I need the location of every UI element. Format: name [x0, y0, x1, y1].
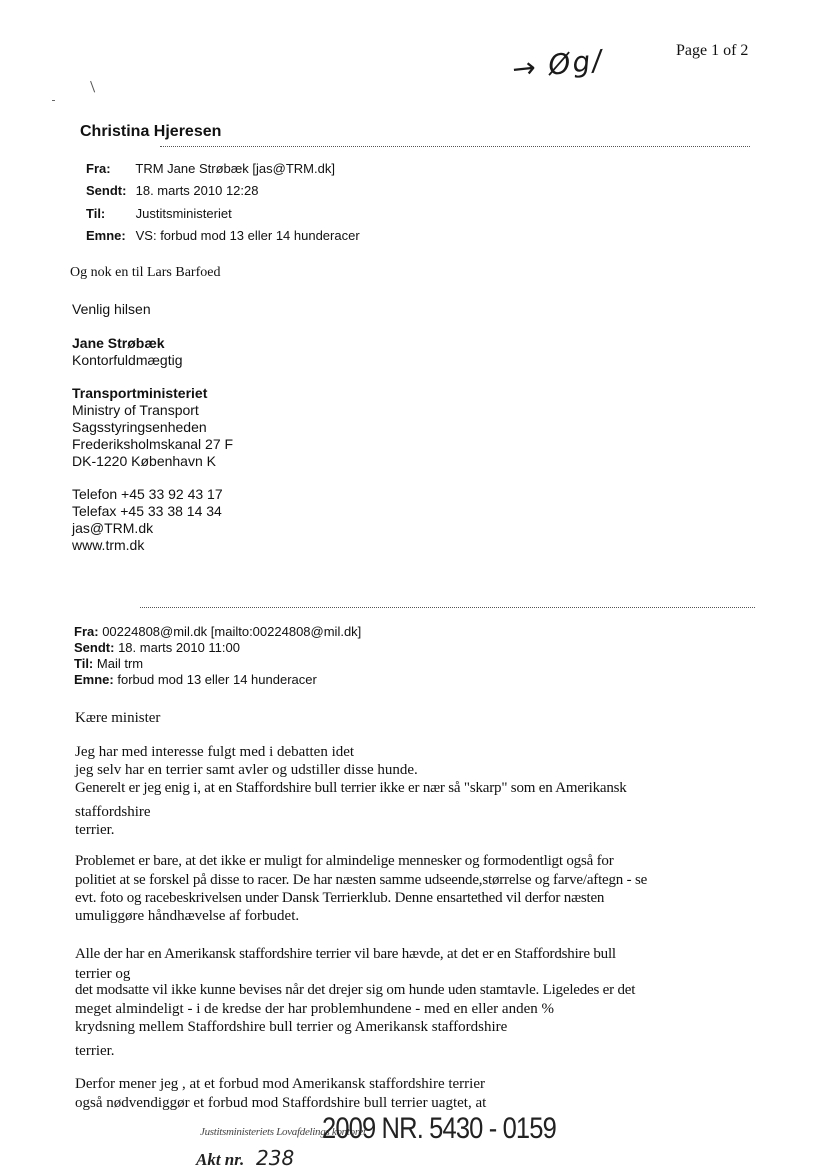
body-line: meget almindeligt - i de kredse der har problemhundene - med en eller anden %: [75, 1001, 554, 1017]
signature-org: Transportministeriet: [72, 385, 208, 401]
signature-org-en: Ministry of Transport: [72, 402, 199, 418]
email1-from-row: [86, 161, 335, 176]
body-line: evt. foto og racebeskrivelsen under Dansk Terrierklub. Denne ensartethed vil derfor næsten: [75, 890, 605, 906]
from-label: Fra:: [86, 161, 111, 176]
body-line: jeg selv har en terrier samt avler og udstiller disse hunde.: [75, 762, 418, 778]
body-line: Generelt er jeg enig i, at en Staffordshire bull terrier ikke er nær så "skarp" som en Amerikansk: [75, 780, 627, 796]
signature-name: Jane Strøbæk: [72, 335, 165, 351]
email1-greeting: Venlig hilsen: [72, 301, 151, 317]
email2-salutation: Kære minister: [75, 710, 161, 726]
separator-line: [160, 146, 750, 147]
body-line: terrier.: [75, 1043, 115, 1059]
email1-to-row: [86, 206, 232, 221]
body-line: terrier.: [75, 822, 115, 838]
stamp-case-number: 2009 NR. 5430 - 0159: [322, 1112, 556, 1145]
body-line: umuliggøre håndhævelse af forbudet.: [75, 908, 300, 924]
body-line: Problemet er bare, at det ikke er muligt for almindelige mennesker og formodentligt også for: [75, 853, 614, 869]
signature-email: jas@TRM.dk: [72, 520, 154, 536]
sent-label: Sendt:: [74, 640, 115, 655]
to-label: Til:: [74, 656, 94, 671]
body-line: politiet at se forskel på disse to racer. De har næsten samme udseende,størrelse og farve/aftegn - se: [75, 872, 648, 888]
separator-line: [140, 607, 755, 608]
email2-subject: forbud mod 13 eller 14 hunderacer: [117, 672, 317, 687]
email2-subject-row: [74, 672, 317, 687]
email1-to: Justitsministeriet: [135, 206, 232, 221]
email1-sent: 18. marts 2010 12:28: [135, 183, 259, 198]
signature-title: Kontorfuldmægtig: [72, 352, 183, 368]
body-line: staffordshire: [75, 804, 151, 820]
body-line: det modsatte vil ikke kunne bevises når det drejer sig om hunde uden stamtavle. Ligeledes er det: [75, 982, 636, 998]
body-line: krydsning mellem Staffordshire bull terrier og Amerikansk staffordshire: [75, 1019, 508, 1035]
email2-from: 00224808@mil.dk [mailto:00224808@mil.dk]: [102, 624, 362, 639]
subject-label: Emne:: [74, 672, 114, 687]
email1-from: TRM Jane Strøbæk [jas@TRM.dk]: [135, 161, 335, 176]
email1-subject-row: [86, 228, 360, 243]
email1-note: Og nok en til Lars Barfoed: [70, 265, 221, 280]
sender-name: Christina Hjeresen: [80, 123, 222, 140]
stamp-akt-label: Akt nr.: [196, 1150, 245, 1169]
signature-web: www.trm.dk: [72, 537, 145, 553]
from-label: Fra:: [74, 624, 99, 639]
scan-speck: [90, 80, 99, 93]
stamp-office: Justitsministeriets Lovafdelings kontoret: [200, 1126, 366, 1138]
scan-speck: [52, 100, 55, 101]
stamp-akt-number: 238: [256, 1146, 295, 1170]
signature-street: Frederiksholmskanal 27 F: [72, 436, 234, 452]
body-line: Jeg har med interesse fulgt med i debatten idet: [75, 744, 355, 760]
handwritten-mark: → Øg/: [510, 43, 606, 86]
signature-unit: Sagsstyringsenheden: [72, 419, 207, 435]
subject-label: Emne:: [86, 228, 126, 243]
email1-subject: VS: forbud mod 13 eller 14 hunderacer: [135, 228, 360, 243]
page-label: Page 1 of 2: [676, 42, 749, 59]
email1-sent-row: [86, 183, 258, 198]
email2-to-row: [74, 656, 143, 671]
email2-to: Mail trm: [96, 656, 144, 671]
to-label: Til:: [86, 206, 106, 221]
email2-sent-row: [74, 640, 240, 655]
body-line: terrier og: [75, 966, 131, 982]
email2-from-row: [74, 624, 361, 639]
signature-fax: Telefax +45 33 38 14 34: [72, 503, 222, 519]
signature-city: DK-1220 København K: [72, 453, 216, 469]
body-line: Derfor mener jeg , at et forbud mod Amerikansk staffordshire terrier: [75, 1076, 485, 1092]
email2-sent: 18. marts 2010 11:00: [118, 640, 240, 655]
sent-label: Sendt:: [86, 183, 127, 198]
signature-phone: Telefon +45 33 92 43 17: [72, 486, 223, 502]
body-line: også nødvendiggør et forbud mod Staffordshire bull terrier uagtet, at: [75, 1095, 487, 1111]
body-line: Alle der har en Amerikansk staffordshire terrier vil bare hævde, at det er en Staffordshire bull: [75, 946, 616, 962]
